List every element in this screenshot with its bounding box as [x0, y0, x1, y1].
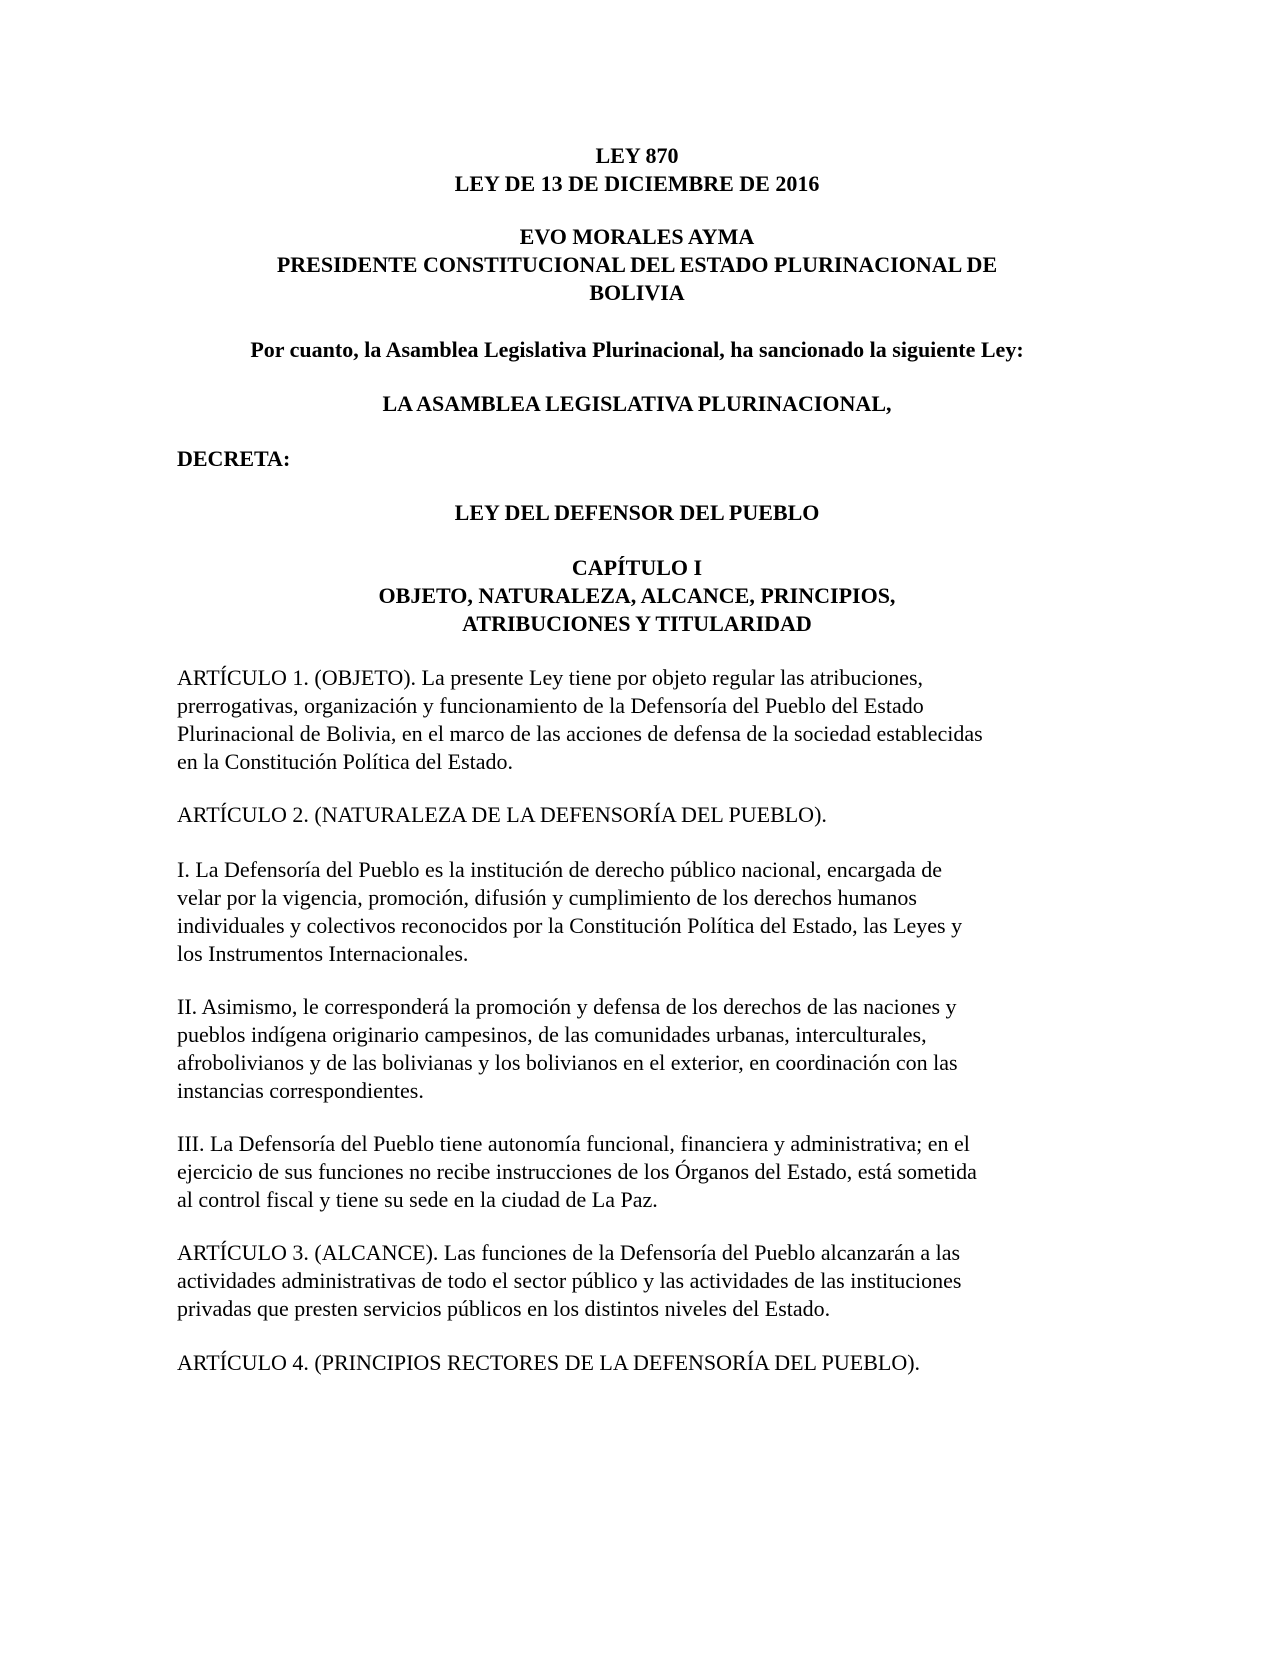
document-header [177, 142, 1097, 198]
chapter-title-line1: OBJETO, NATURALEZA, ALCANCE, PRINCIPIOS, [378, 583, 896, 608]
article-2-i-line: I. La Defensoría del Pueblo es la institución de derecho público nacional, encargada de [177, 857, 943, 882]
article-2-ii-line: II. Asimismo, le corresponderá la promoción y defensa de los derechos de las naciones y [177, 994, 957, 1019]
chapter-number: CAPÍTULO I [571, 555, 703, 580]
article-1-line: prerrogativas, organización y funcionamiento de la Defensoría del Pueblo del Estado [177, 693, 924, 718]
article-2-iii-line: al control fiscal y tiene su sede en la ciudad de La Paz. [177, 1187, 658, 1212]
chapter-title-line2: ATRIBUCIONES Y TITULARIDAD [462, 611, 812, 636]
article-4-heading-text: ARTÍCULO 4. (PRINCIPIOS RECTORES DE LA DEFENSORÍA DEL PUEBLO). [177, 1350, 921, 1375]
article-2-paragraph-i [177, 856, 1097, 968]
president-title-line1: PRESIDENTE CONSTITUCIONAL DEL ESTADO PLURINACIONAL DE [276, 252, 998, 277]
article-2-paragraph-iii [177, 1130, 1097, 1214]
law-title [177, 499, 1097, 527]
article-2-ii-line: instancias correspondientes. [177, 1078, 424, 1103]
law-title-text: LEY DEL DEFENSOR DEL PUEBLO [454, 500, 820, 525]
article-3 [177, 1239, 1097, 1323]
article-1-line: en la Constitución Política del Estado. [177, 749, 514, 774]
decreta-heading [177, 445, 1097, 473]
article-4-heading [177, 1349, 1097, 1377]
law-date: LEY DE 13 DE DICIEMBRE DE 2016 [454, 171, 820, 196]
article-2-i-line: los Instrumentos Internacionales. [177, 941, 469, 966]
article-2-ii-line: pueblos indígena originario campesinos, de las comunidades urbanas, interculturales, [177, 1022, 927, 1047]
article-2-i-line: individuales y colectivos reconocidos por la Constitución Política del Estado, las Leyes y [177, 913, 963, 938]
chapter-heading [177, 554, 1097, 638]
article-2-paragraph-ii [177, 993, 1097, 1105]
article-2-ii-line: afrobolivianos y de las bolivianas y los bolivianos en el exterior, en coordinación con las [177, 1050, 958, 1075]
assembly-heading [177, 390, 1097, 418]
article-1-line: Plurinacional de Bolivia, en el marco de las acciones de defensa de la sociedad establecidas [177, 721, 983, 746]
law-number: LEY 870 [595, 143, 679, 168]
por-cuanto-text: Por cuanto, la Asamblea Legislativa Plurinacional, ha sancionado la siguiente Ley: [250, 337, 1024, 362]
president-name: EVO MORALES AYMA [519, 224, 755, 249]
article-2-iii-line: III. La Defensoría del Pueblo tiene autonomía funcional, financiera y administrativa; en el [177, 1131, 970, 1156]
article-2-iii-line: ejercicio de sus funciones no recibe instrucciones de los Órganos del Estado, está sometida [177, 1159, 977, 1184]
decreta-text: DECRETA: [177, 446, 291, 471]
article-1-line: ARTÍCULO 1. (OBJETO). La presente Ley tiene por objeto regular las atribuciones, [177, 665, 924, 690]
article-2-i-line: velar por la vigencia, promoción, difusión y cumplimiento de los derechos humanos [177, 885, 917, 910]
article-3-line: privadas que presten servicios públicos en los distintos niveles del Estado. [177, 1296, 831, 1321]
article-1 [177, 664, 1097, 776]
article-3-line: ARTÍCULO 3. (ALCANCE). Las funciones de la Defensoría del Pueblo alcanzarán a las [177, 1240, 961, 1265]
article-3-line: actividades administrativas de todo el sector público y las actividades de las instituciones [177, 1268, 962, 1293]
por-cuanto [177, 336, 1097, 364]
president-block [177, 223, 1097, 307]
article-2-heading-text: ARTÍCULO 2. (NATURALEZA DE LA DEFENSORÍA DEL PUEBLO). [177, 802, 827, 827]
article-2-heading [177, 801, 1097, 829]
assembly-text: LA ASAMBLEA LEGISLATIVA PLURINACIONAL, [382, 391, 892, 416]
president-title-line2: BOLIVIA [589, 280, 685, 305]
